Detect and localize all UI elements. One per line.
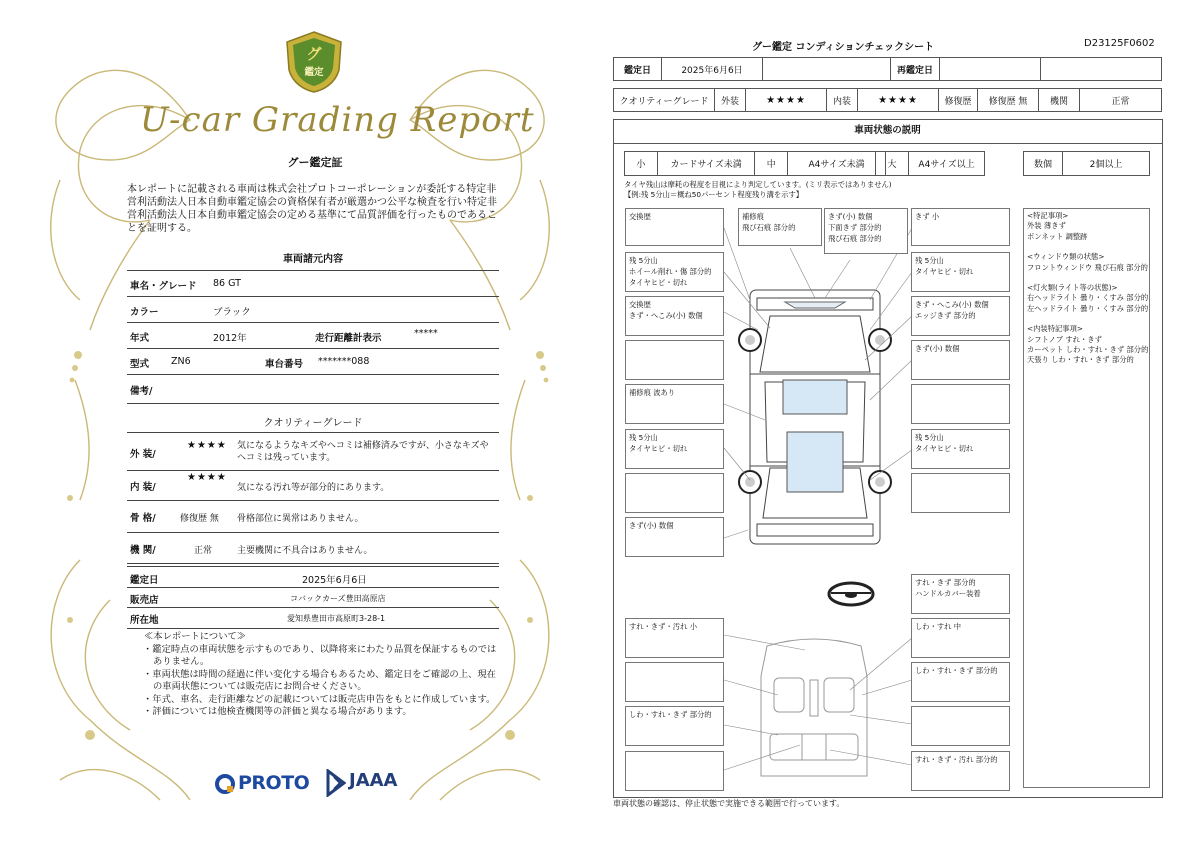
interior-note-box <box>625 751 724 791</box>
interior-note-box <box>911 574 1010 614</box>
special-note-line: 左ヘッドライト 曇り・くすみ 部分的 <box>1027 303 1149 313</box>
shop-value: コバックカーズ豊田高原店 <box>290 594 386 603</box>
spec-row-model <box>127 348 499 373</box>
note-item: ・年式、車名、走行距離などの記載については販売店申告をもとに作成しています。 <box>143 693 496 705</box>
exterior-note-box <box>625 208 724 246</box>
size-small-desc: カードサイズ未満 <box>657 152 755 176</box>
report-notes <box>142 631 502 719</box>
exterior-label: 外装 <box>715 89 746 112</box>
tire-note-line: タイヤ残山は摩耗の程度を目視により判定しています。(ミリ表示ではありません) <box>624 180 892 189</box>
certificate-body: 本レポートに記載される車両は株式会社プロトコーポレーションが委託する特定非営利活動法人日本自動車鑑定協会の資格保有者が厳選かつ公平な検査を行い特定非営利活動法人日本自動車鑑定協会の定める基準にて品質評価を行ったものであることを証明する。 <box>127 184 497 234</box>
condition-check-sheet <box>600 0 1200 848</box>
exterior-note-text: 残 5分山 タイヤヒビ・切れ <box>915 256 974 276</box>
spec-row-color <box>127 296 499 321</box>
jaaa-logo-icon <box>326 769 346 801</box>
repair-label: 修復歴 <box>939 89 978 112</box>
exterior-note-text: 交換歴 きず・へこみ(小) 数個 <box>629 300 703 320</box>
exterior-note-box <box>911 384 1010 424</box>
grade-label: クオリティーグレード <box>614 89 715 112</box>
interior-note-text: すれ・きず・汚れ 小 <box>629 622 697 631</box>
exterior-note-box <box>625 252 724 292</box>
shop-row <box>127 587 499 607</box>
date-value: 2025年6月6日 <box>662 58 763 81</box>
interior-note-text: しわ・すれ・きず 部分的 <box>629 710 712 719</box>
quality-comment: 気になる汚れ等が部分的にあります。 <box>237 483 390 493</box>
interior-note-box <box>625 662 724 702</box>
special-note-line: 外装 薄きず <box>1027 221 1066 231</box>
interior-label: 内装 <box>827 89 858 112</box>
exterior-note-text: 残 5分山 タイヤヒビ・切れ <box>629 433 688 453</box>
exterior-note-box <box>625 296 724 336</box>
quality-label: 外 装/ <box>130 449 156 460</box>
date-label: 鑑定日 <box>130 575 159 586</box>
interior-note-box <box>911 706 1010 746</box>
spec-value: *******088 <box>318 356 370 367</box>
special-note-line <box>1027 314 1146 324</box>
certificate-title: グー鑑定証 <box>287 156 343 169</box>
interior-note-box <box>911 662 1010 702</box>
specs-heading: 車両諸元内容 <box>283 254 343 265</box>
exterior-note-text: 残 5分山 タイヤヒビ・切れ <box>915 433 974 453</box>
notes-title: ≪本レポートについて≫ <box>144 631 247 642</box>
address-value: 愛知県豊田市高原町3-28-1 <box>287 614 386 623</box>
frame-value: 修復歴 無 <box>180 514 219 524</box>
special-note-line: <灯火類(ライト等の状態)> <box>1027 283 1118 293</box>
special-note-line <box>1027 273 1146 283</box>
exterior-note-text: きず(小) 数個 下面きず 部分的 飛び石痕 部分的 <box>828 212 882 243</box>
special-note-line: ボンネット 調整跡 <box>1027 231 1088 241</box>
exterior-note-text: 補修痕 飛び石痕 部分的 <box>742 212 796 232</box>
exterior-note-text: きず 小 <box>915 212 940 221</box>
spec-value: ブラック <box>213 307 251 318</box>
quality-label: 骨 格/ <box>130 513 156 524</box>
quality-row-interior <box>127 470 499 499</box>
spec-row-year <box>127 322 499 347</box>
exterior-note-box <box>625 340 724 380</box>
quality-row-exterior <box>127 432 499 471</box>
exterior-note-box <box>911 208 1010 246</box>
exterior-note-text: 補修痕 波あり <box>629 388 676 397</box>
exterior-note-box <box>625 473 724 513</box>
repair-value: 修復歴 無 <box>978 89 1039 112</box>
size-large-desc: A4サイズ以上 <box>909 152 985 176</box>
sheet-footer: 車両状態の確認は、停止状態で実施できる範囲で行っています。 <box>613 799 845 808</box>
interior-note-box <box>911 618 1010 658</box>
note-item: ・評価については他検査機関等の評価と異なる場合があります。 <box>143 706 412 717</box>
exterior-note-box <box>625 429 724 469</box>
exterior-note-box <box>911 252 1010 292</box>
special-note-line: <ウィンドウ類の状態> <box>1027 252 1105 262</box>
quality-row-engine <box>127 532 499 564</box>
exterior-note-box <box>911 296 1010 336</box>
spec-label: 備考/ <box>130 386 153 397</box>
interior-note-text: しわ・すれ・きず 部分的 <box>915 666 998 675</box>
tire-note-line: 【例:残 5分山＝概ね50パーセント程度残り溝を示す】 <box>624 190 804 199</box>
exterior-note-box <box>625 384 724 424</box>
special-notes-box <box>1023 208 1150 788</box>
special-note-line: 天張り しわ・すれ・きず 部分的 <box>1027 355 1134 365</box>
interior-note-text: すれ・きず 部分的 ハンドルカバー装着 <box>915 578 981 598</box>
note-item: ・鑑定時点の車両状態を示すものであり、以降将来にわたり品質を保証するものではありません。 <box>143 643 497 667</box>
exterior-star-rating: ★★★★ <box>746 89 827 112</box>
spec-label: 車名・グレード <box>130 281 197 292</box>
spec-value: ZN6 <box>171 356 191 367</box>
interior-note-box <box>911 751 1010 791</box>
date-value: 2025年6月6日 <box>302 575 367 586</box>
spec-label: 型式 <box>130 359 150 370</box>
quality-label: 内 装/ <box>130 482 156 493</box>
exterior-note-text: 交換歴 <box>629 212 651 221</box>
special-note-line: 右ヘッドライト 曇り・くすみ 部分的 <box>1027 293 1149 303</box>
interior-star-rating: ★★★★ <box>187 472 227 483</box>
proto-logo: PROTO <box>238 772 310 794</box>
quality-comment: 気になるようなキズやヘコミは補修済みですが、小さなキズやヘコミは残っています。 <box>237 441 489 463</box>
exterior-note-text: きず・へこみ(小) 数個 エッジきず 部分的 <box>915 300 989 320</box>
address-label: 所在地 <box>130 615 159 626</box>
special-note-line <box>1027 242 1146 252</box>
exterior-note-box <box>738 208 822 246</box>
special-note-line: シフトノブ すれ・きず <box>1027 334 1102 344</box>
redate-label: 再鑑定日 <box>891 58 940 81</box>
engine-value: 正常 <box>194 546 213 556</box>
exterior-note-box <box>911 473 1010 513</box>
note-item: ・車両状態は時間の経過に伴い変化する場合もあるため、鑑定日をご確認の上、現在の車両状態については販売店にお問合せください。 <box>143 668 496 692</box>
date-row <box>127 566 499 587</box>
quality-label: 機 関/ <box>130 545 156 556</box>
size-mid-desc: A4サイズ未満 <box>788 152 886 176</box>
condition-description-heading: 車両状態の説明 <box>613 119 1162 144</box>
spec-label: 走行距離計表示 <box>315 333 382 344</box>
quality-comment: 骨格部位に異常はありません。 <box>237 514 364 524</box>
engine-value: 正常 <box>1080 89 1162 112</box>
spec-value: 2012年 <box>213 333 247 344</box>
svg-text:鑑定: 鑑定 <box>304 67 324 78</box>
spec-row-name <box>127 270 499 295</box>
count-label: 数個 <box>1024 152 1063 176</box>
spec-label: 年式 <box>130 333 150 344</box>
quality-heading: クオリティーグレード <box>263 418 363 429</box>
spec-label: カラー <box>130 307 159 318</box>
spec-label: 車台番号 <box>265 359 304 370</box>
jaaa-logo: JAAA <box>349 770 398 791</box>
date-label: 鑑定日 <box>614 58 662 81</box>
interior-note-box <box>625 618 724 658</box>
address-row <box>127 607 499 629</box>
exterior-note-box <box>911 340 1010 380</box>
special-note-line: フロントウィンドウ 飛び石痕 部分的 <box>1027 262 1148 272</box>
quality-row-frame <box>127 500 499 531</box>
special-note-line: カーペット しわ・すれ・きず 部分的 <box>1027 345 1149 355</box>
proto-logo-icon <box>214 773 236 799</box>
exterior-note-text: 残 5分山 ホイール削れ・傷 部分的 タイヤヒビ・切れ <box>629 256 712 287</box>
interior-star-rating: ★★★★ <box>858 89 939 112</box>
quality-comment: 主要機関に不具合はありません。 <box>237 546 373 556</box>
exterior-note-box <box>824 208 908 254</box>
exterior-note-box <box>625 517 724 557</box>
exterior-note-text: きず(小) 数個 <box>629 521 674 530</box>
count-desc: 2個以上 <box>1063 152 1150 176</box>
goo-appraisal-emblem <box>283 30 345 94</box>
sheet-title: グー鑑定 コンディションチェックシート <box>752 42 935 53</box>
spec-row-remarks <box>127 374 499 404</box>
size-small: 小 <box>625 152 658 176</box>
special-note-line: <特記事項> <box>1027 211 1069 220</box>
exterior-note-box <box>911 429 1010 469</box>
spec-value: ***** <box>414 328 438 339</box>
size-mid: 中 <box>755 152 788 176</box>
special-note-line: <内装特記事項> <box>1027 324 1084 334</box>
spec-value: 86 GT <box>213 278 241 289</box>
interior-note-box <box>625 706 724 746</box>
sheet-id: D23125F0602 <box>1084 38 1155 49</box>
exterior-note-text: きず(小) 数個 <box>915 344 960 353</box>
interior-note-text: しわ・すれ 中 <box>915 622 962 631</box>
svg-text:グ: グ <box>306 45 322 63</box>
shop-label: 販売店 <box>130 595 159 606</box>
report-script-title: U-car Grading Report <box>140 100 535 140</box>
exterior-star-rating: ★★★★ <box>187 440 227 451</box>
engine-label: 機関 <box>1039 89 1080 112</box>
interior-note-text: すれ・きず・汚れ 部分的 <box>915 755 998 764</box>
size-large: 大 <box>876 152 909 176</box>
